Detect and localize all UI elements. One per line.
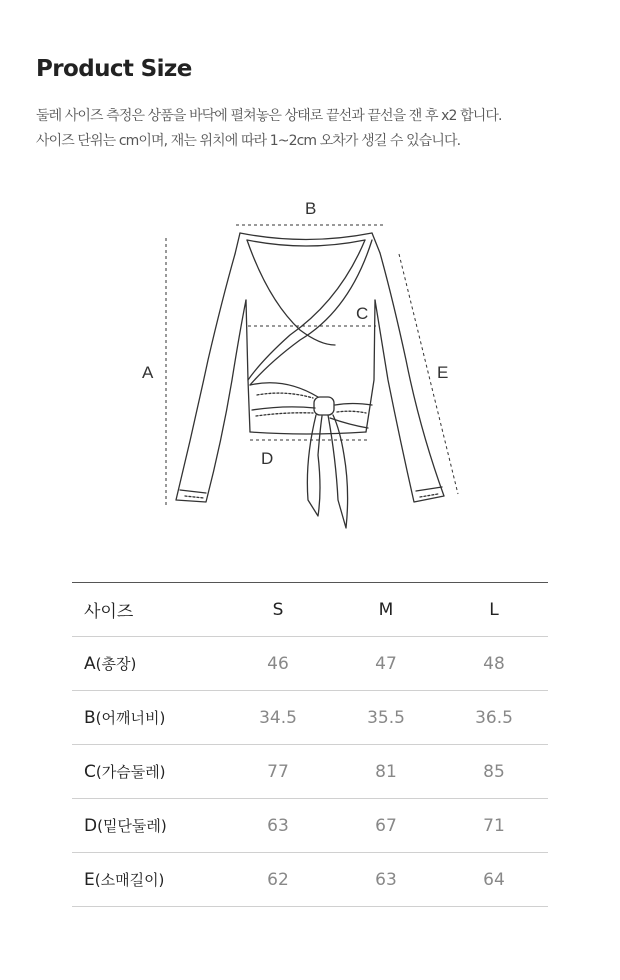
cell-value: 62 [224, 853, 332, 907]
cell-value: 85 [440, 745, 548, 799]
guide-e [399, 254, 458, 494]
left-sleeve [176, 254, 246, 502]
row-label [72, 853, 224, 907]
cell-value: 34.5 [224, 691, 332, 745]
table-row [72, 637, 548, 691]
cell-value: 77 [224, 745, 332, 799]
tie-left [307, 415, 322, 516]
header-size: 사이즈 [72, 583, 224, 637]
cell-value: 35.5 [332, 691, 440, 745]
body-left-side [246, 300, 250, 432]
neckline [240, 233, 372, 240]
label-d: D [261, 449, 274, 468]
row-name: (밑단둘레) [97, 817, 167, 835]
cell-value: 36.5 [440, 691, 548, 745]
size-description [36, 104, 606, 154]
cell-value: 46 [224, 637, 332, 691]
row-letter: C [84, 762, 96, 782]
row-letter: B [84, 708, 96, 728]
label-a: A [142, 363, 154, 382]
label-b: B [305, 199, 317, 218]
wrap-cardigan-illustration [0, 190, 620, 540]
cell-value: 48 [440, 637, 548, 691]
row-letter: A [84, 654, 96, 674]
row-name: (어깨너비) [95, 709, 166, 727]
table-row [72, 799, 548, 853]
row-letter: D [84, 816, 98, 836]
garment-diagram [0, 190, 620, 540]
label-e: E [437, 363, 449, 382]
cell-value: 63 [224, 799, 332, 853]
cell-value: 81 [332, 745, 440, 799]
row-name: (가슴둘레) [95, 763, 166, 781]
row-label [72, 691, 224, 745]
cell-value: 63 [332, 853, 440, 907]
description-line-1: 둘레 사이즈 측정은 상품을 바닥에 펼쳐놓은 상태로 끝선과 끝선을 잰 후 x2 합니다. [36, 108, 502, 124]
size-table [72, 582, 548, 907]
table-header-row [72, 583, 548, 637]
row-name: (총장) [95, 655, 137, 673]
cell-value: 67 [332, 799, 440, 853]
header-l: L [440, 583, 548, 637]
table-row [72, 691, 548, 745]
cell-value: 71 [440, 799, 548, 853]
tie-knot [314, 397, 334, 415]
page-title: Product Size [36, 56, 192, 82]
tie-right [328, 415, 348, 528]
header-s: S [224, 583, 332, 637]
table-row [72, 745, 548, 799]
hem-band [250, 383, 318, 397]
wrap-front-panel [247, 240, 335, 345]
right-sleeve [375, 253, 444, 502]
row-name: (소매길이) [94, 871, 165, 889]
description-line-2: 사이즈 단위는 cm이며, 재는 위치에 따라 1~2cm 오차가 생길 수 있습니다. [36, 133, 461, 149]
row-label [72, 799, 224, 853]
table-row [72, 853, 548, 907]
row-letter: E [84, 870, 95, 890]
cell-value: 47 [332, 637, 440, 691]
cell-value: 64 [440, 853, 548, 907]
row-label [72, 745, 224, 799]
header-m: M [332, 583, 440, 637]
row-label [72, 637, 224, 691]
label-c: C [356, 304, 369, 323]
